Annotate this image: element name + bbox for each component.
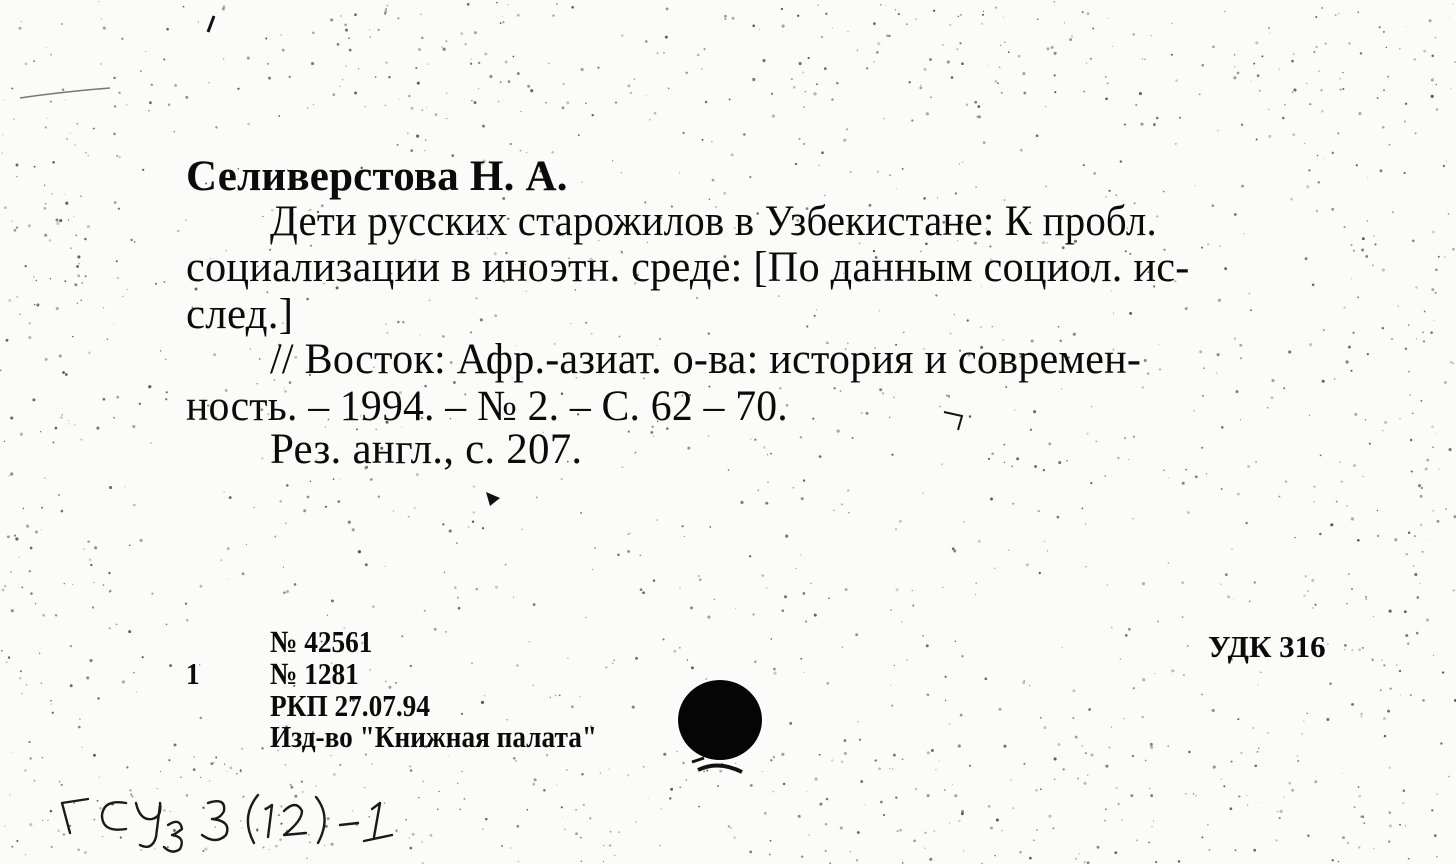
title-line-2: социализации в иноэтн. среде: [По данным социол. ис- (186, 244, 1190, 291)
source-line-2: ность. – 1994. – № 2. – С. 62 – 70. (186, 383, 788, 430)
registry-number-2: № 1281 (270, 656, 359, 691)
author-name: Селиверстова Н. А. (186, 153, 568, 200)
handwritten-shelf-code (40, 775, 460, 860)
title-line-1: Дети русских старожилов в Узбекистане: К пробл. (270, 198, 1157, 245)
card-counter: 1 (186, 656, 200, 691)
summary-note: Рез. англ., с. 207. (270, 426, 583, 473)
title-line-3: след.] (186, 291, 294, 338)
registry-rkp-date: РКП 27.07.94 (270, 688, 430, 723)
source-line-1: // Восток: Афр.-азиат. о-ва: история и современ- (270, 336, 1142, 383)
udk-code: УДК 316 (1208, 629, 1326, 664)
registry-number-1: № 42561 (270, 624, 373, 659)
ink-blot (668, 678, 768, 778)
registry-publisher: Изд-во "Книжная палата" (270, 719, 598, 754)
